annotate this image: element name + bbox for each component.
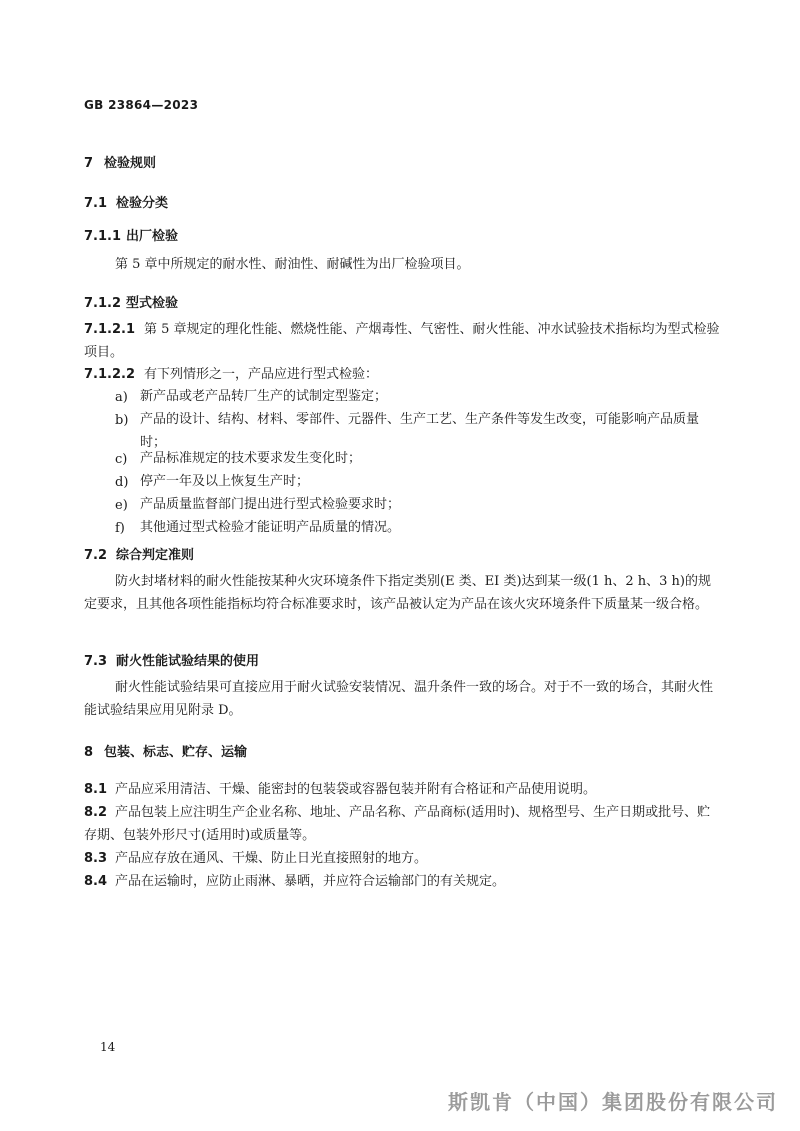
list-item-label: a) bbox=[115, 390, 128, 405]
clause-number: 8.1 bbox=[84, 782, 108, 797]
list-item-text: 产品标准规定的技术要求发生变化时； bbox=[140, 451, 362, 466]
list-item-text: 产品的设计、结构、材料、零部件、元器件、生产工艺、生产条件等发生改变，可能影响产品质量时； bbox=[140, 412, 700, 450]
section-heading-7-3 bbox=[84, 650, 259, 669]
list-item-text: 产品质量监督部门提出进行型式检验要求时； bbox=[140, 497, 401, 512]
section-title: 综合判定准则 bbox=[116, 548, 195, 563]
list-item-text: 其他通过型式检验才能证明产品质量的情况。 bbox=[140, 520, 401, 535]
paragraph-8-4 bbox=[84, 870, 720, 893]
section-number: 8 bbox=[84, 745, 94, 760]
section-title: 型式检验 bbox=[126, 296, 179, 311]
list-item-label: b) bbox=[115, 413, 129, 428]
clause-text: 有下列情形之一，产品应进行型式检验： bbox=[144, 367, 379, 382]
list-item-text: 新产品或老产品转厂生产的试制定型鉴定； bbox=[140, 389, 388, 404]
paragraph-7-1-2-2 bbox=[84, 364, 378, 385]
section-heading-7-1 bbox=[84, 192, 168, 211]
clause-number: 7.1.2.1 bbox=[84, 322, 135, 337]
section-heading-8 bbox=[84, 741, 247, 760]
section-title: 检验规则 bbox=[104, 156, 157, 171]
section-number: 7.1.1 bbox=[84, 229, 122, 244]
section-number: 7.2 bbox=[84, 548, 108, 563]
clause-text: 产品在运输时，应防止雨淋、暴晒，并应符合运输部门的有关规定。 bbox=[115, 874, 506, 889]
section-number: 7.3 bbox=[84, 654, 108, 669]
list-item-label: f) bbox=[115, 521, 125, 536]
clause-text: 第 5 章规定的理化性能、燃烧性能、产烟毒性、气密性、耐火性能、冲水试验技术指标均为型式检验项目。 bbox=[84, 322, 720, 360]
clause-number: 8.4 bbox=[84, 874, 108, 889]
page-number: 14 bbox=[100, 1040, 116, 1054]
list-item-label: d) bbox=[115, 475, 129, 490]
section-title: 检验分类 bbox=[116, 196, 169, 211]
section-number: 7.1 bbox=[84, 196, 108, 211]
clause-number: 8.3 bbox=[84, 851, 108, 866]
section-title: 耐火性能试验结果的使用 bbox=[116, 654, 260, 669]
section-title: 包装、标志、贮存、运输 bbox=[104, 745, 248, 760]
standard-code: GB 23864—2023 bbox=[84, 98, 199, 112]
paragraph-8-2 bbox=[84, 801, 720, 847]
list-item-text: 停产一年及以上恢复生产时； bbox=[140, 474, 310, 489]
clause-text: 产品应采用清洁、干燥、能密封的包装袋或容器包装并附有合格证和产品使用说明。 bbox=[115, 782, 597, 797]
section-title: 出厂检验 bbox=[126, 229, 179, 244]
clause-text: 产品应存放在通风、干燥、防止日光直接照射的地方。 bbox=[115, 851, 428, 866]
list-item-label: c) bbox=[115, 452, 128, 467]
list-item-label: e) bbox=[115, 498, 128, 513]
paragraph-8-3 bbox=[84, 847, 720, 870]
paragraph-7-2: 防火封堵材料的耐火性能按某种火灾环境条件下指定类别(E 类、EI 类)达到某一级(1 h、2 h、3 h)的规定要求，且其他各项性能指标均符合标准要求时，该产品被认定为产品在该火灾环境条件下质量某一级合格。 bbox=[84, 574, 711, 612]
paragraph-7-1-2-1 bbox=[84, 318, 720, 364]
section-number: 7 bbox=[84, 156, 94, 171]
paragraph-7-3: 耐火性能试验结果可直接应用于耐火试验安装情况、温升条件一致的场合。对于不一致的场合，其耐火性能试验结果应用见附录 D。 bbox=[84, 680, 714, 718]
section-number: 7.1.2 bbox=[84, 296, 122, 311]
section-heading-7-1-1 bbox=[84, 225, 178, 244]
paragraph-7-1-1: 第 5 章中所规定的耐水性、耐油性、耐碱性为出厂检验项目。 bbox=[115, 257, 470, 272]
section-heading-7-2 bbox=[84, 544, 194, 563]
paragraph-8-1 bbox=[84, 778, 720, 801]
clause-number: 7.1.2.2 bbox=[84, 367, 135, 382]
section-heading-7 bbox=[84, 152, 156, 171]
clause-text: 产品包装上应注明生产企业名称、地址、产品名称、产品商标(适用时)、规格型号、生产日期或批号、贮存期、包装外形尺寸(适用时)或质量等。 bbox=[84, 805, 711, 843]
clause-number: 8.2 bbox=[84, 805, 108, 820]
company-watermark: 斯凯肯（中国）集团股份有限公司 bbox=[448, 1090, 778, 1114]
section-heading-7-1-2 bbox=[84, 292, 178, 311]
